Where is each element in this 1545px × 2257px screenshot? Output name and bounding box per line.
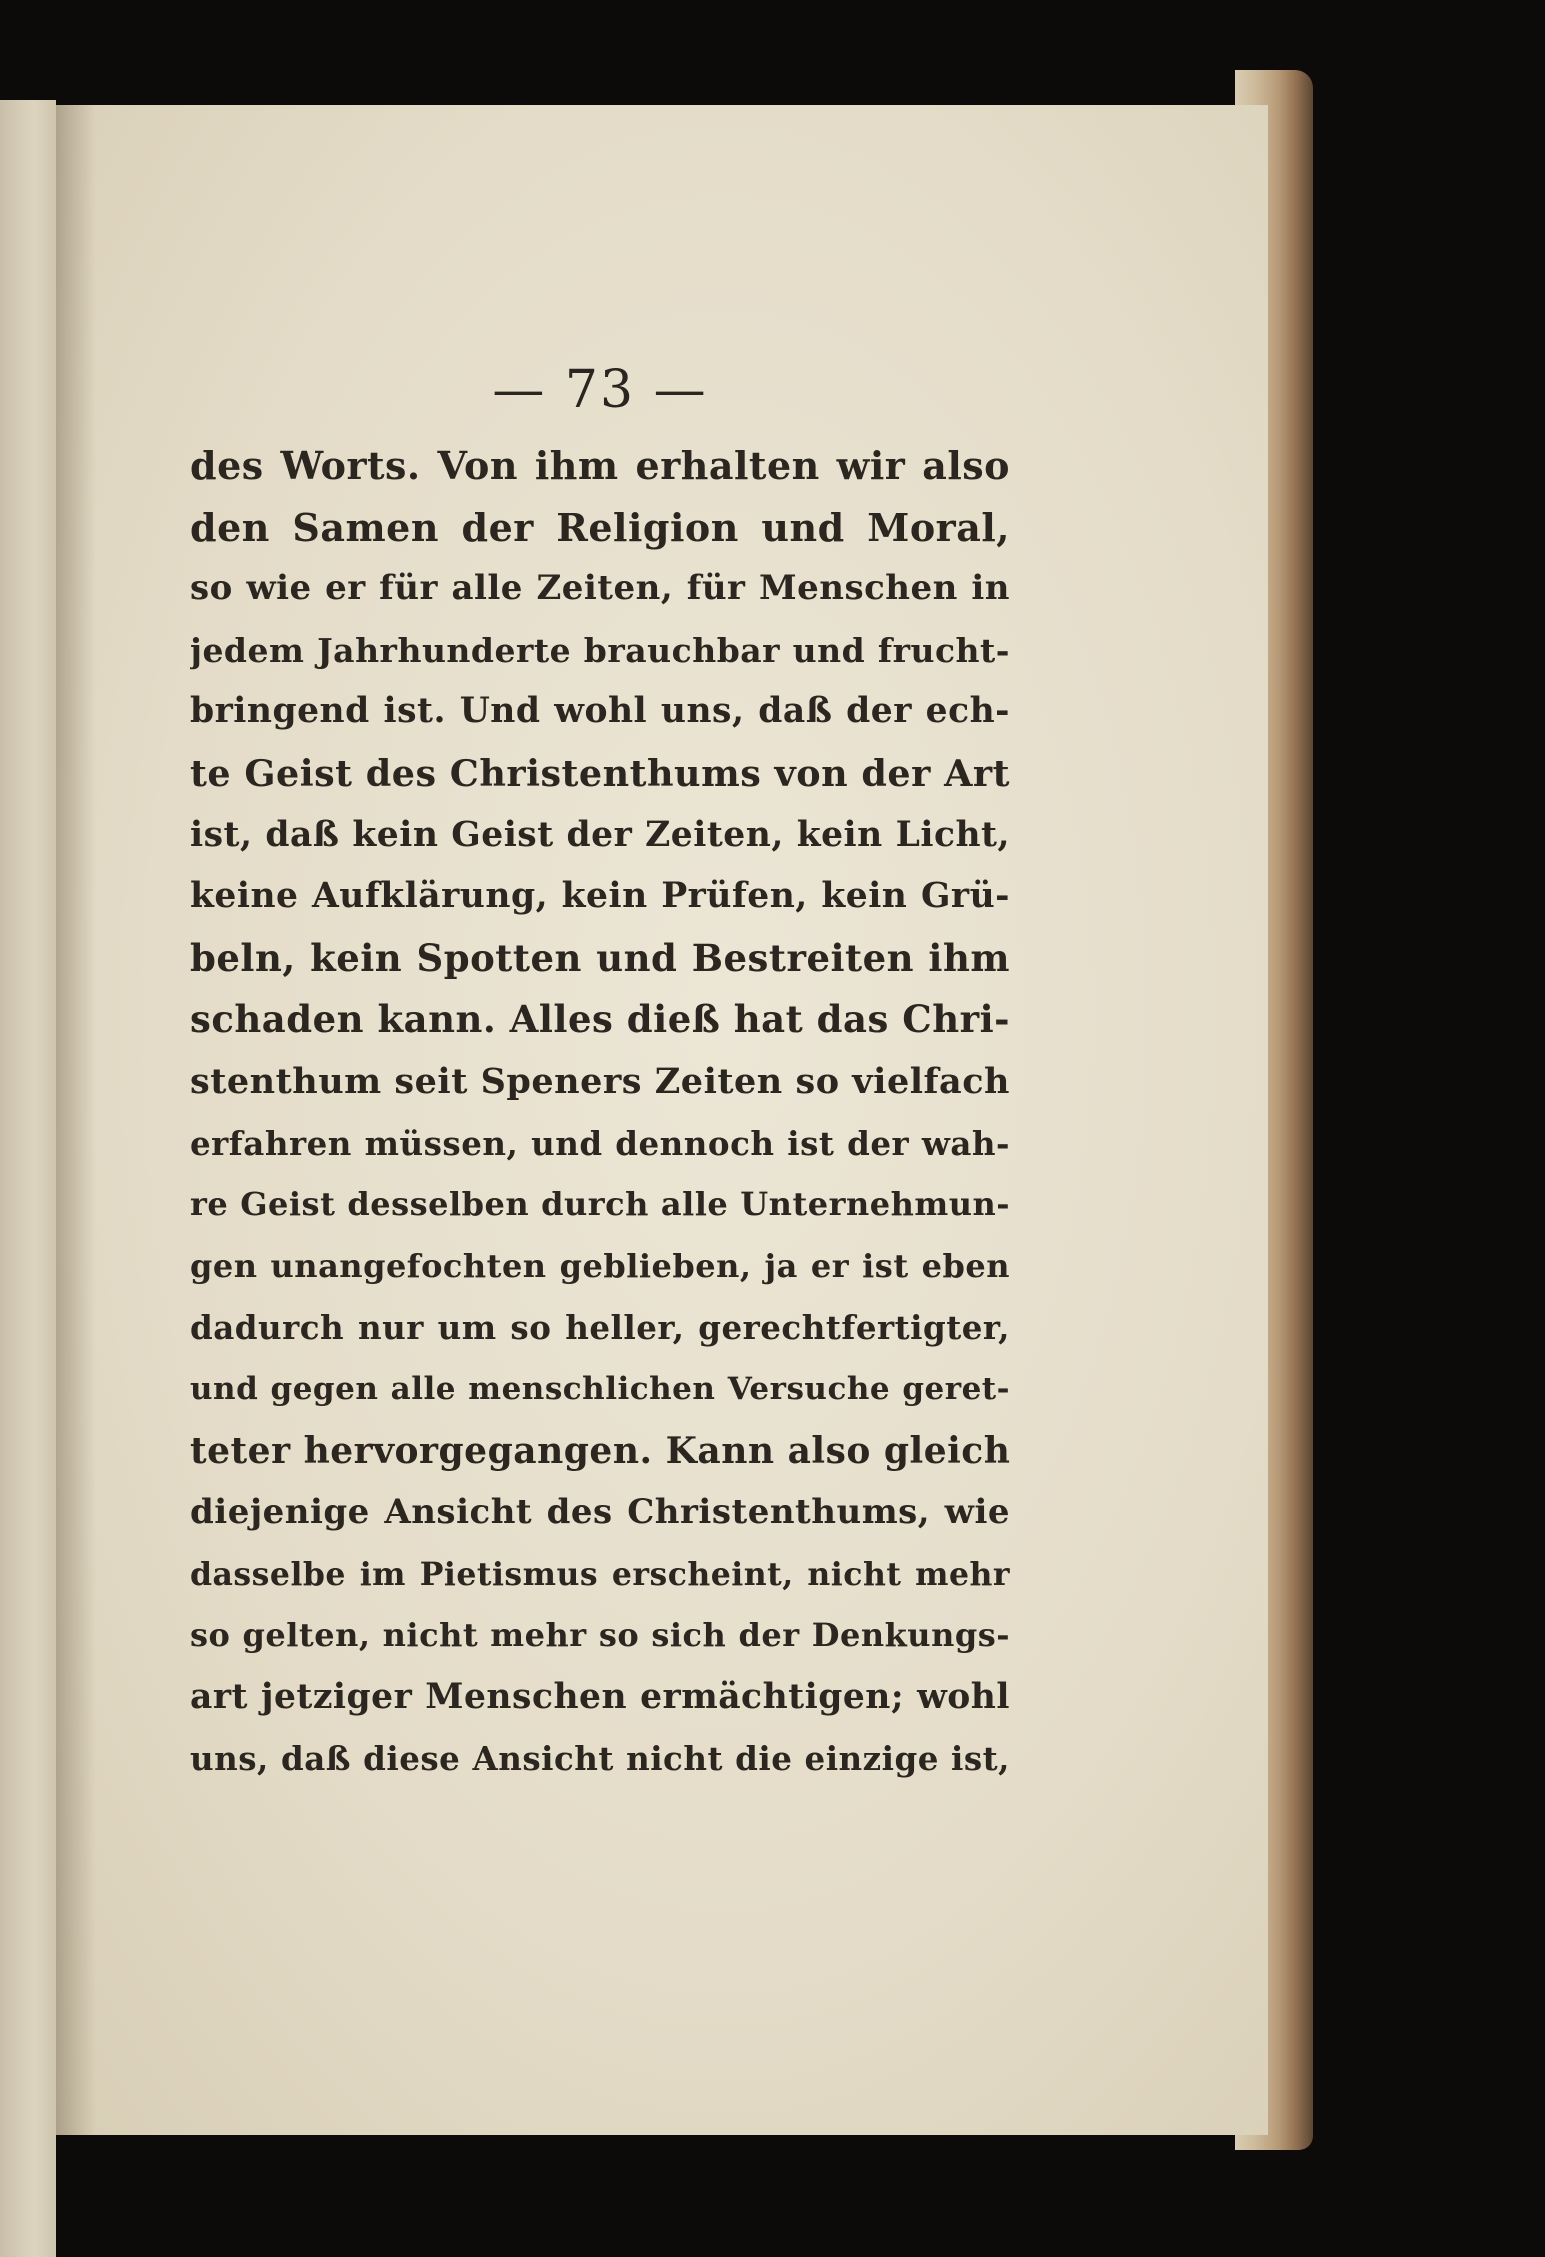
text-line: erfahren müssen, und dennoch ist der wah-: [190, 1123, 1010, 1163]
text-line: stenthum seit Speners Zeiten so vielfach: [190, 1060, 1010, 1102]
text-line: uns, daß diese Ansicht nicht die einzige ist,: [190, 1739, 1010, 1779]
text-line: jedem Jahrhunderte brauchbar und frucht-: [190, 630, 1010, 670]
text-line: bringend ist. Und wohl uns, daß der ech-: [190, 691, 1010, 732]
page-body-text: [190, 435, 1010, 1790]
text-line: teter hervorgegangen. Kann also gleich: [190, 1429, 1010, 1472]
page-number-header: — 73 —: [492, 360, 708, 420]
text-line: dasselbe im Pietismus erscheint, nicht mehr: [190, 1555, 1010, 1593]
text-line: so gelten, nicht mehr so sich der Denkungs-: [190, 1616, 1010, 1655]
text-line: dadurch nur um so heller, gerechtfertigter,: [190, 1308, 1010, 1348]
text-line: keine Aufklärung, kein Prüfen, kein Grü-: [190, 876, 1010, 917]
gutter-shadow: [56, 105, 96, 2135]
previous-page-edge: [0, 100, 56, 2257]
text-line: schaden kann. Alles dieß hat das Chri-: [190, 997, 1010, 1042]
text-line: und gegen alle menschlichen Versuche geret-: [190, 1370, 1010, 1407]
text-line: so wie er für alle Zeiten, für Menschen in: [190, 568, 1010, 609]
text-line: ist, daß kein Geist der Zeiten, kein Licht,: [190, 814, 1010, 855]
text-line: gen unangefochten geblieben, ja er ist eben: [190, 1246, 1010, 1285]
text-line: diejenige Ansicht des Christenthums, wie: [190, 1492, 1010, 1533]
text-line: re Geist desselben durch alle Unternehmun-: [190, 1185, 1010, 1224]
text-line: des Worts. Von ihm erhalten wir also: [190, 443, 1010, 488]
text-line: beln, kein Spotten und Bestreiten ihm: [190, 935, 1010, 980]
text-line: te Geist des Christenthums von der Art: [190, 751, 1010, 795]
text-line: art jetziger Menschen ermächtigen; wohl: [190, 1676, 1010, 1717]
text-line: den Samen der Religion und Moral,: [190, 504, 1010, 550]
